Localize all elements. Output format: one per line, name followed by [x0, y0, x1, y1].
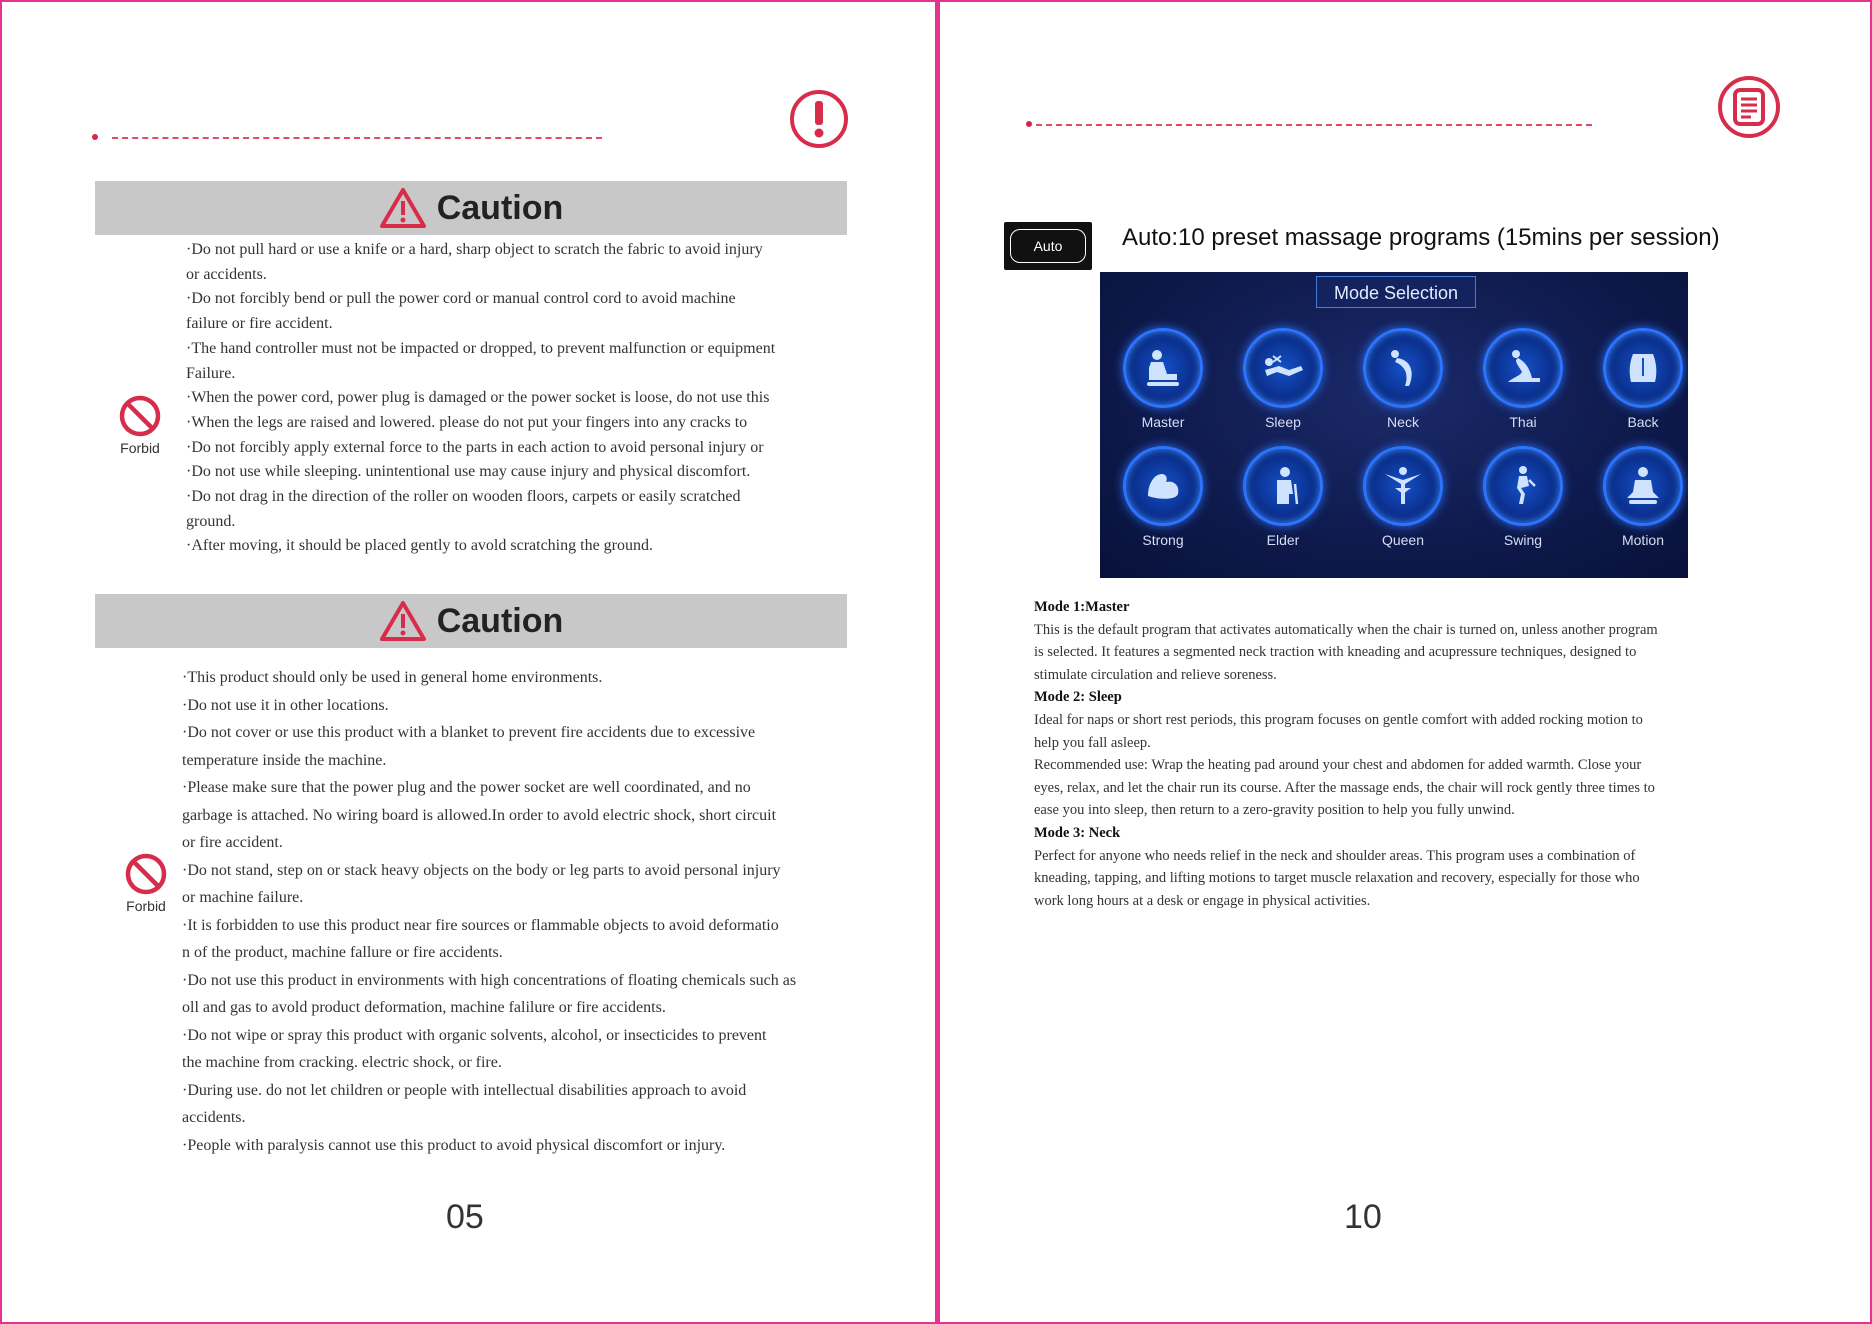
list-item: oll and gas to avold product deformation, machine falilure or fire accidents.: [182, 999, 666, 1016]
mode-heading: Mode 3: Neck: [1034, 824, 1121, 841]
mode-heading: Mode 1:Master: [1034, 599, 1130, 615]
mode-neck[interactable]: [1358, 328, 1448, 430]
forbid-sign-1: [118, 394, 162, 456]
list-item: ·Do not forcibly bend or pull the power cord or manual control cord to avoid machine: [186, 290, 736, 308]
swing-icon: [1483, 446, 1563, 526]
prohibited-icon: [124, 852, 168, 896]
warning-triangle-icon: [379, 187, 427, 229]
list-item: ·It is forbidden to use this product near fire sources or flammable objects to avoid deformatio: [182, 916, 779, 934]
list-item: accidents.: [182, 1109, 246, 1126]
list-item: ·When the power cord, power plug is damaged or the power socket is loose, do not use this: [186, 389, 770, 407]
mode-heading: Mode 2: Sleep: [1034, 689, 1122, 706]
header-dot: [92, 134, 98, 140]
mode-label: Thai: [1509, 414, 1537, 430]
list-item: or accidents.: [186, 265, 267, 283]
list-item: the machine from cracking. electric shock, or fire.: [182, 1054, 502, 1071]
list-item: ·People with paralysis cannot use this product to avoid physical discomfort or injury.: [182, 1136, 726, 1154]
mode-label: Motion: [1621, 532, 1665, 548]
list-item: ground.: [186, 512, 236, 530]
list-item: temperature inside the machine.: [182, 751, 387, 769]
caution-list-2: [182, 664, 796, 1159]
page-number-right: 10: [1344, 1198, 1382, 1236]
description-line: is selected. It features a segmented neck traction with kneading and acupressure techniques, designed to: [1034, 644, 1637, 661]
mode-label: Back: [1627, 414, 1659, 430]
mode-label: Strong: [1142, 532, 1184, 548]
prohibited-icon: [118, 394, 162, 438]
mode-queen[interactable]: [1358, 446, 1448, 548]
caution-title: Caution: [436, 601, 564, 640]
neck-icon: [1363, 328, 1443, 408]
description-line: This is the default program that activates automatically when the chair is turned on, unless another program: [1034, 621, 1658, 638]
header-dashed-line: [112, 137, 602, 139]
mode-label: Sleep: [1265, 414, 1301, 430]
warning-triangle-icon: [379, 600, 427, 642]
description-line: help you fall asleep.: [1034, 734, 1151, 751]
caution-list-1: [186, 238, 775, 559]
description-line: Perfect for anyone who needs relief in the neck and shoulder areas. This program uses a combination of: [1034, 847, 1636, 864]
mode-motion[interactable]: [1598, 446, 1688, 548]
mode-label: Master: [1141, 414, 1185, 430]
mode-label: Neck: [1387, 414, 1419, 430]
forbid-label: Forbid: [126, 898, 166, 914]
list-item: ·Do not use this product in environments with high concentrations of floating chemicals such as: [182, 971, 797, 989]
caution-title: Caution: [436, 188, 564, 227]
mode-master[interactable]: [1118, 328, 1208, 430]
caution-banner-2: [95, 594, 847, 648]
list-item: ·Do not use it in other locations.: [182, 696, 389, 714]
list-item: n of the product, machine fallure or fire accidents.: [182, 944, 503, 961]
list-item: ·This product should only be used in general home environments.: [182, 669, 603, 686]
header-dot: [1026, 121, 1032, 127]
list-item: ·Do not use while sleeping. unintentional use may cause injury and physical discomfort.: [186, 463, 751, 481]
list-item: garbage is attached. No wiring board is allowed.In order to avold electric shock, short circuit: [182, 806, 777, 824]
exclamation-icon: [790, 90, 848, 148]
auto-button-label: Auto: [1010, 229, 1086, 263]
strong-icon: [1123, 446, 1203, 526]
description-line: Recommended use: Wrap the heating pad around your chest and abdomen for added warmth. Close your: [1034, 757, 1642, 774]
mode-swing[interactable]: [1478, 446, 1568, 548]
sleep-icon: [1243, 328, 1323, 408]
list-item: ·Do not stand, step on or stack heavy objects on the body or leg parts to avoid personal injury: [182, 861, 781, 879]
list-item: ·Do not drag in the direction of the roller on wooden floors, carpets or easily scratched: [186, 488, 741, 506]
list-item: or machine failure.: [182, 889, 304, 906]
document-list-icon: [1718, 76, 1780, 138]
list-item: ·Do not forcibly apply external force to the parts in each action to avoid personal injury or: [186, 438, 764, 456]
list-item: Failure.: [186, 364, 236, 382]
list-item: failure or fire accident.: [186, 315, 333, 333]
list-item: ·Do not cover or use this product with a blanket to prevent fire accidents due to excessive: [182, 724, 756, 741]
list-item: ·After moving, it should be placed gently to avold scratching the ground.: [186, 537, 653, 555]
list-item: ·Do not pull hard or use a knife or a hard, sharp object to scratch the fabric to avoid injury: [186, 241, 763, 258]
list-item: ·When the legs are raised and lowered. please do not put your fingers into any cracks to: [186, 413, 748, 431]
forbid-sign-2: [124, 852, 168, 914]
master-icon: [1123, 328, 1203, 408]
description-line: stimulate circulation and relieve soreness.: [1034, 666, 1277, 683]
description-line: ease you into sleep, then return to a zero-gravity position to help you fully unwind.: [1034, 802, 1515, 819]
mode-label: Swing: [1503, 532, 1543, 548]
description-line: kneading, tapping, and lifting motions to target muscle relaxation and recovery, especially for those who: [1034, 870, 1640, 887]
list-item: or fire accident.: [182, 834, 283, 851]
description-line: Ideal for naps or short rest periods, this program focuses on gentle comfort with added rocking motion to: [1034, 711, 1643, 728]
mode-selection-panel: [1100, 272, 1688, 578]
page-number-left: 05: [446, 1198, 484, 1236]
thai-icon: [1483, 328, 1563, 408]
mode-elder[interactable]: [1238, 446, 1328, 548]
mode-sleep[interactable]: [1238, 328, 1328, 430]
mode-descriptions: [1034, 596, 1754, 912]
queen-icon: [1363, 446, 1443, 526]
elder-icon: [1243, 446, 1323, 526]
mode-strong[interactable]: [1118, 446, 1208, 548]
list-item: ·Please make sure that the power plug and the power socket are well coordinated, and no: [182, 779, 751, 796]
description-line: work long hours at a desk or engage in physical activities.: [1034, 892, 1371, 909]
mode-back[interactable]: [1598, 328, 1688, 430]
description-line: eyes, relax, and let the chair run its course. After the massage ends, the chair will rock gently three times to: [1034, 779, 1655, 796]
list-item: ·The hand controller must not be impacted or dropped, to prevent malfunction or equipment: [186, 339, 776, 357]
mode-label: Queen: [1381, 532, 1425, 548]
list-item: ·During use. do not let children or people with intellectual disabilities approach to avoid: [182, 1081, 747, 1099]
header-dashed-line: [1036, 124, 1592, 126]
auto-button[interactable]: [1004, 222, 1092, 270]
mode-thai[interactable]: [1478, 328, 1568, 430]
motion-icon: [1603, 446, 1683, 526]
caution-banner-1: [95, 181, 847, 235]
back-icon: [1603, 328, 1683, 408]
list-item: ·Do not wipe or spray this product with organic solvents, alcohol, or insecticides to prevent: [182, 1026, 767, 1044]
forbid-label: Forbid: [120, 440, 160, 456]
mode-selection-title: Mode Selection: [1316, 276, 1476, 308]
auto-heading: Auto:10 preset massage programs (15mins per session): [1122, 224, 1720, 251]
mode-label: Elder: [1266, 532, 1300, 548]
